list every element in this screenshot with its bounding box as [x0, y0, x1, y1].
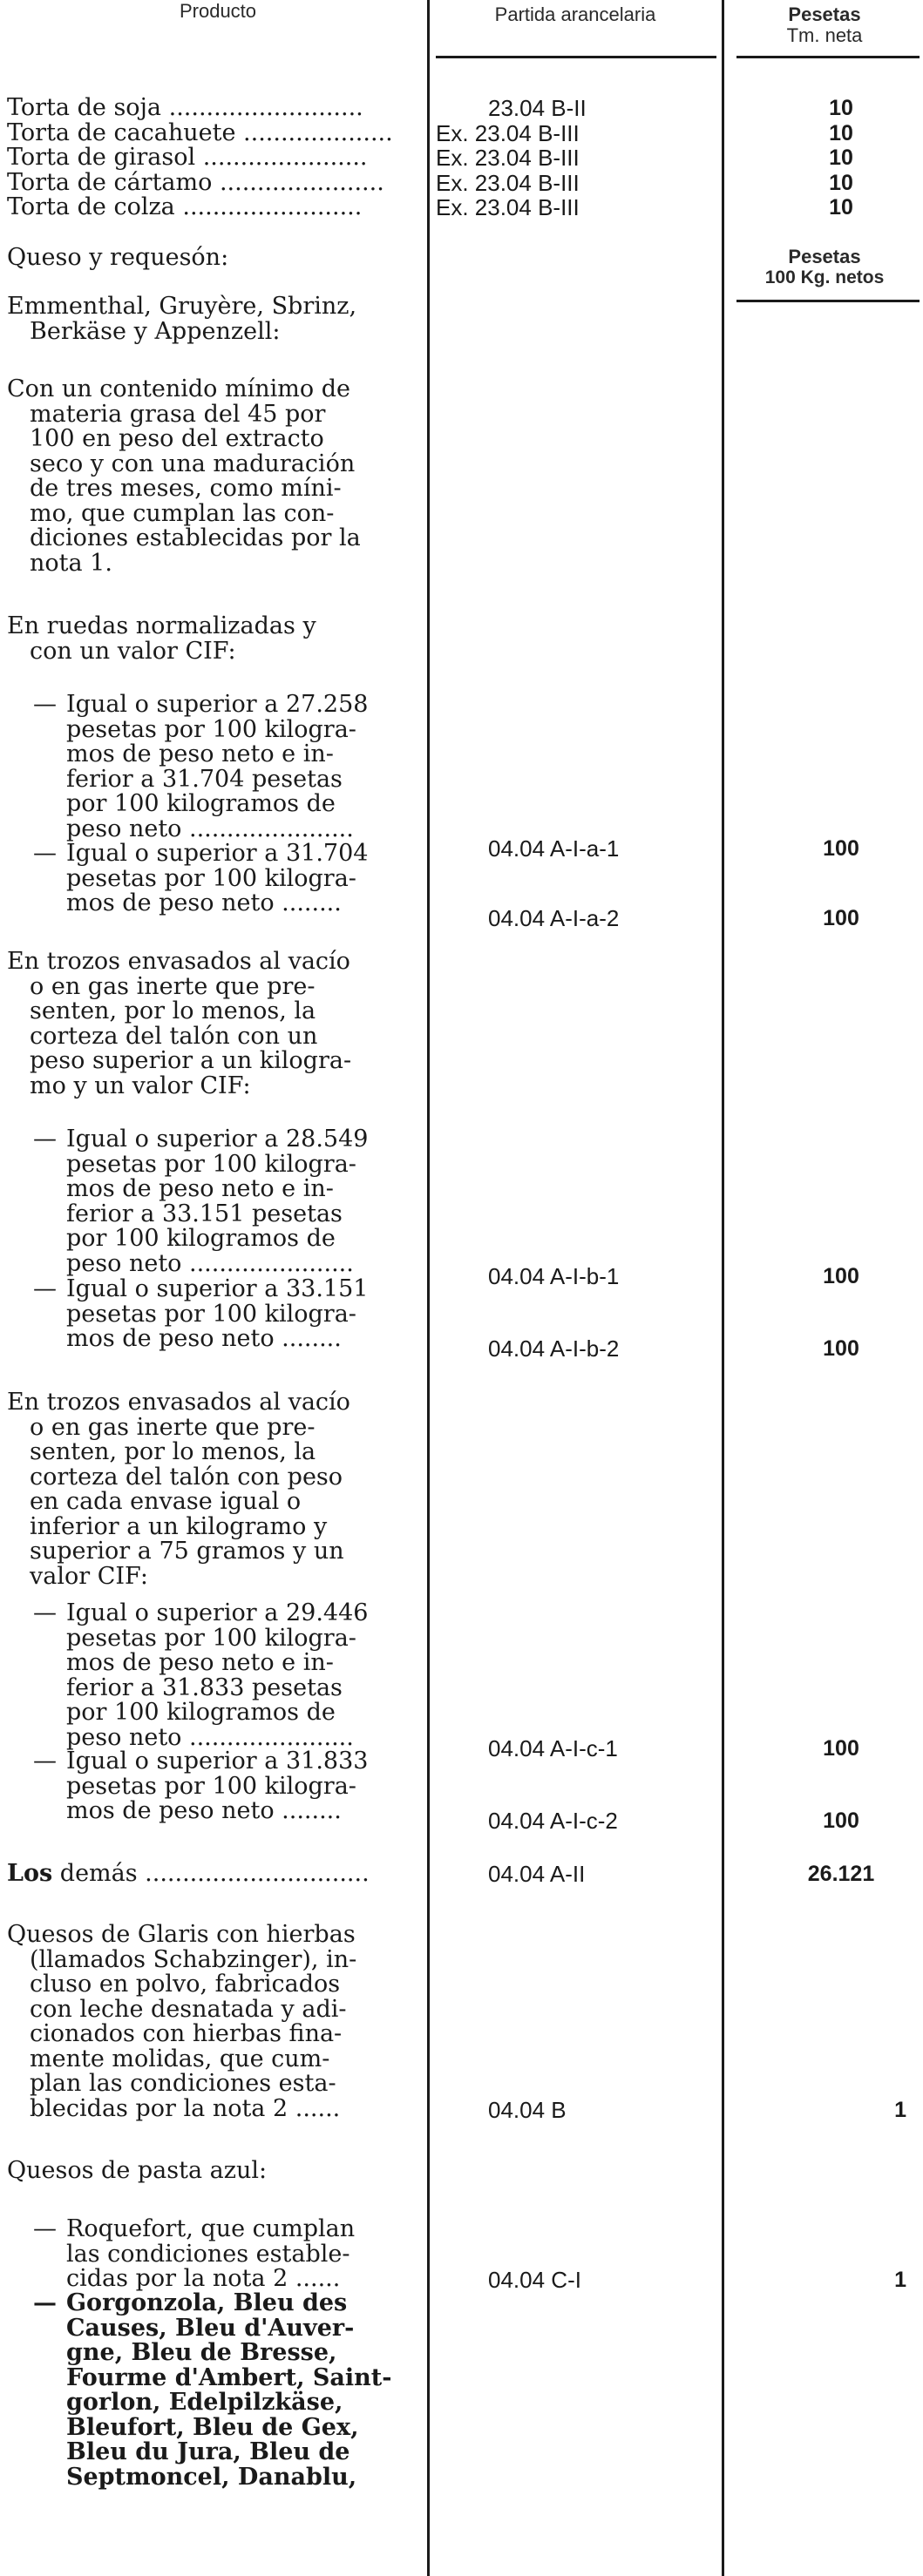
- glaris-line: mente molidas, que cum-: [30, 2046, 330, 2072]
- dash-bullet: —: [33, 1749, 57, 1775]
- header-pesetas: Pesetas: [788, 3, 861, 25]
- item-line: ferior a 31.704 pesetas: [66, 767, 343, 792]
- ruedas-item-1-value: 100: [823, 836, 859, 861]
- item-line: ferior a 33.151 pesetas: [66, 1201, 343, 1227]
- item-line: mos de peso neto e in-: [66, 742, 334, 767]
- header-pesetas-2: Pesetas: [788, 246, 861, 267]
- torta-label: Torta de cártamo ......................: [7, 170, 384, 195]
- item-line: Gorgonzola, Bleu des: [66, 2291, 348, 2316]
- contenido-line: 100 en peso del extracto: [30, 427, 324, 452]
- demas-code: 04.04 A-II: [488, 1861, 586, 1887]
- dash-bullet: —: [33, 2291, 57, 2316]
- trozos-line: En trozos envasados al vacío: [7, 1390, 350, 1416]
- item-line: por 100 kilogramos de: [66, 792, 336, 817]
- item-line: Fourme d'Ambert, Saint-: [66, 2365, 392, 2390]
- item-line: mos de peso neto e in-: [66, 1651, 334, 1676]
- trozos-line: mo y un valor CIF:: [30, 1073, 251, 1099]
- item-line: cidas por la nota 2 ......: [66, 2267, 341, 2292]
- glaris-line: cluso en polvo, fabricados: [30, 1972, 341, 1998]
- ruedas-line: En ruedas normalizadas y: [7, 614, 316, 639]
- trozos-line: o en gas inerte que pre-: [30, 974, 316, 999]
- contenido-line: seco y con una maduración: [30, 451, 356, 477]
- torta-label: Torta de girasol ......................: [7, 145, 368, 171]
- item-line: gne, Bleu de Bresse,: [66, 2341, 337, 2366]
- column-divider-left: [427, 0, 430, 2576]
- tortas-values: [767, 96, 915, 220]
- torta-label: Torta de soja ..........................: [7, 96, 363, 121]
- azul-heading-text: Quesos de pasta azul:: [7, 2159, 268, 2184]
- item-line: pesetas por 100 kilogra-: [66, 1152, 356, 1177]
- header-partida: Partida arancelaria: [494, 3, 656, 25]
- trozos-line: corteza del talón con un: [30, 1024, 318, 1049]
- contenido-line: Con un contenido mínimo de: [7, 377, 350, 402]
- glaris-line: (llamados Schabzinger), in-: [30, 1947, 357, 1972]
- demas-label-rest: demás ..............................: [52, 1862, 370, 1887]
- queso-heading-text: Queso y requesón:: [7, 246, 229, 271]
- item-line: ferior a 31.833 pesetas: [66, 1675, 343, 1700]
- item-line: Igual o superior a 29.446: [66, 1601, 369, 1626]
- header-rule-pesetas: [736, 56, 920, 58]
- header-unit-tm: Tm. neta: [786, 24, 863, 46]
- trozos-line: valor CIF:: [30, 1564, 148, 1589]
- contenido-line: mo, que cumplan las con-: [30, 501, 335, 526]
- trozos-line: peso superior a un kilogra-: [30, 1049, 352, 1074]
- roquefort-item: [7, 2217, 417, 2292]
- trozos-1-item-1-value: 100: [823, 1264, 859, 1288]
- torta-value: 10: [829, 195, 853, 220]
- torta-value: 10: [829, 96, 853, 120]
- item-line: pesetas por 100 kilogra-: [66, 1774, 356, 1799]
- queso-heading: [7, 246, 417, 271]
- item-line: Septmoncel, Danablu,: [66, 2464, 357, 2490]
- item-line: mos de peso neto e in-: [66, 1177, 334, 1202]
- tortas-labels: [7, 96, 417, 220]
- trozos-2-item-2-code: 04.04 A-I-c-2: [488, 1808, 618, 1834]
- trozos-2-item-2: [7, 1749, 417, 1824]
- glaris-code: 04.04 B: [488, 2097, 567, 2123]
- ruedas-item-2: [7, 842, 417, 916]
- glaris-line: plan las condiciones esta-: [30, 2072, 336, 2097]
- trozos-line: en cada envase igual o: [30, 1490, 302, 1515]
- torta-label: Torta de cacahuete ....................: [7, 120, 393, 145]
- item-line: Roquefort, que cumplan: [66, 2217, 356, 2242]
- roquefort-value: 1: [894, 2268, 906, 2292]
- ruedas-item-1: [7, 693, 417, 842]
- dash-bullet: —: [33, 1277, 57, 1302]
- trozos-line: superior a 75 gramos y un: [30, 1539, 344, 1565]
- item-line: pesetas por 100 kilogra-: [66, 717, 356, 742]
- torta-code: Ex. 23.04 B-III: [436, 194, 580, 220]
- demas-row: [7, 1862, 417, 1887]
- ruedas-item-2-value: 100: [823, 906, 859, 930]
- torta-code: Ex. 23.04 B-III: [436, 119, 580, 146]
- torta-value: 10: [829, 120, 853, 145]
- item-line: mos de peso neto ........: [66, 1799, 342, 1824]
- contenido-line: de tres meses, como míni-: [30, 477, 342, 502]
- item-line: gorlon, Edelpilzkäse,: [66, 2390, 343, 2416]
- dash-bullet: —: [33, 2217, 57, 2242]
- emmenthal-line: Berkäse y Appenzell:: [30, 319, 281, 344]
- item-line: peso neto ......................: [66, 1725, 354, 1750]
- trozos-1-item-2-code: 04.04 A-I-b-2: [488, 1335, 620, 1362]
- item-line: pesetas por 100 kilogra-: [66, 1302, 356, 1327]
- item-line: Igual o superior a 27.258: [66, 693, 369, 718]
- trozos-1-item-1: [7, 1127, 417, 1276]
- contenido-block: [7, 377, 417, 576]
- torta-label: Torta de colza ........................: [7, 195, 363, 220]
- glaris-line: con leche desnatada y adi-: [30, 1997, 347, 2022]
- item-line: peso neto ......................: [66, 1251, 354, 1276]
- item-line: peso neto ......................: [66, 816, 354, 842]
- gorgonzola-item: [7, 2291, 417, 2490]
- header-rule-pesetas-2: [736, 300, 920, 302]
- item-line: Igual o superior a 31.704: [66, 842, 369, 867]
- demas-value: 26.121: [807, 1862, 875, 1886]
- item-line: Igual o superior a 31.833: [66, 1749, 369, 1775]
- emmenthal-line: Emmenthal, Gruyère, Sbrinz,: [7, 294, 357, 320]
- ruedas-line: con un valor CIF:: [30, 639, 236, 664]
- contenido-line: nota 1.: [30, 551, 112, 576]
- dash-bullet: —: [33, 1127, 57, 1153]
- trozos-1-block: [7, 950, 417, 1099]
- trozos-line: o en gas inerte que pre-: [30, 1415, 316, 1440]
- torta-value: 10: [829, 170, 853, 195]
- tortas-codes: [436, 96, 680, 220]
- torta-code: 23.04 B-II: [488, 95, 587, 121]
- trozos-line: En trozos envasados al vacío: [7, 950, 350, 975]
- trozos-2-item-1-code: 04.04 A-I-c-1: [488, 1735, 618, 1761]
- roquefort-code: 04.04 C-I: [488, 2267, 581, 2293]
- item-line: Bleufort, Bleu de Gex,: [66, 2415, 359, 2440]
- demas-label-bold: Los: [7, 1862, 53, 1887]
- trozos-2-item-1-value: 100: [823, 1736, 859, 1761]
- item-line: Causes, Bleu d'Auver-: [66, 2316, 355, 2341]
- trozos-2-item-2-value: 100: [823, 1809, 859, 1833]
- item-line: pesetas por 100 kilogra-: [66, 866, 356, 891]
- contenido-line: materia grasa del 45 por: [30, 402, 326, 427]
- header-rule-partida: [436, 56, 716, 58]
- trozos-line: corteza del talón con peso: [30, 1464, 343, 1490]
- glaris-line: blecidas por la nota 2 ......: [30, 2096, 341, 2121]
- item-line: las condiciones estable-: [66, 2241, 350, 2267]
- dash-bullet: —: [33, 693, 57, 718]
- item-line: por 100 kilogramos de: [66, 1227, 336, 1252]
- trozos-line: inferior a un kilogramo y: [30, 1514, 328, 1539]
- trozos-1-item-2: [7, 1277, 417, 1352]
- item-line: Igual o superior a 33.151: [66, 1277, 369, 1302]
- item-line: por 100 kilogramos de: [66, 1700, 336, 1726]
- item-line: Bleu du Jura, Bleu de: [66, 2440, 350, 2465]
- glaris-value: 1: [894, 2098, 906, 2122]
- item-line: mos de peso neto ........: [66, 891, 342, 916]
- torta-code: Ex. 23.04 B-III: [436, 169, 580, 196]
- trozos-2-block: [7, 1390, 417, 1589]
- glaris-block: [7, 1923, 417, 2121]
- trozos-line: senten, por lo menos, la: [30, 999, 316, 1024]
- dash-bullet: —: [33, 1601, 57, 1626]
- torta-value: 10: [829, 145, 853, 170]
- trozos-line: senten, por lo menos, la: [30, 1440, 316, 1465]
- item-line: mos de peso neto ........: [66, 1327, 342, 1352]
- glaris-line: cionados con hierbas fina-: [30, 2022, 343, 2047]
- emmenthal-block: [7, 294, 417, 344]
- header-unit-kg: 100 Kg. netos: [764, 267, 885, 287]
- azul-heading: [7, 2159, 417, 2184]
- header-producto: Producto: [179, 0, 257, 22]
- item-line: pesetas por 100 kilogra-: [66, 1626, 356, 1651]
- trozos-1-item-1-code: 04.04 A-I-b-1: [488, 1263, 620, 1289]
- trozos-1-item-2-value: 100: [823, 1336, 859, 1361]
- contenido-line: diciones establecidas por la: [30, 526, 361, 551]
- ruedas-item-2-code: 04.04 A-I-a-2: [488, 905, 620, 931]
- ruedas-item-1-code: 04.04 A-I-a-1: [488, 835, 620, 862]
- trozos-2-item-1: [7, 1601, 417, 1750]
- dash-bullet: —: [33, 842, 57, 867]
- ruedas-block: [7, 614, 417, 664]
- glaris-line: Quesos de Glaris con hierbas: [7, 1923, 356, 1948]
- torta-code: Ex. 23.04 B-III: [436, 145, 580, 171]
- item-line: Igual o superior a 28.549: [66, 1127, 369, 1153]
